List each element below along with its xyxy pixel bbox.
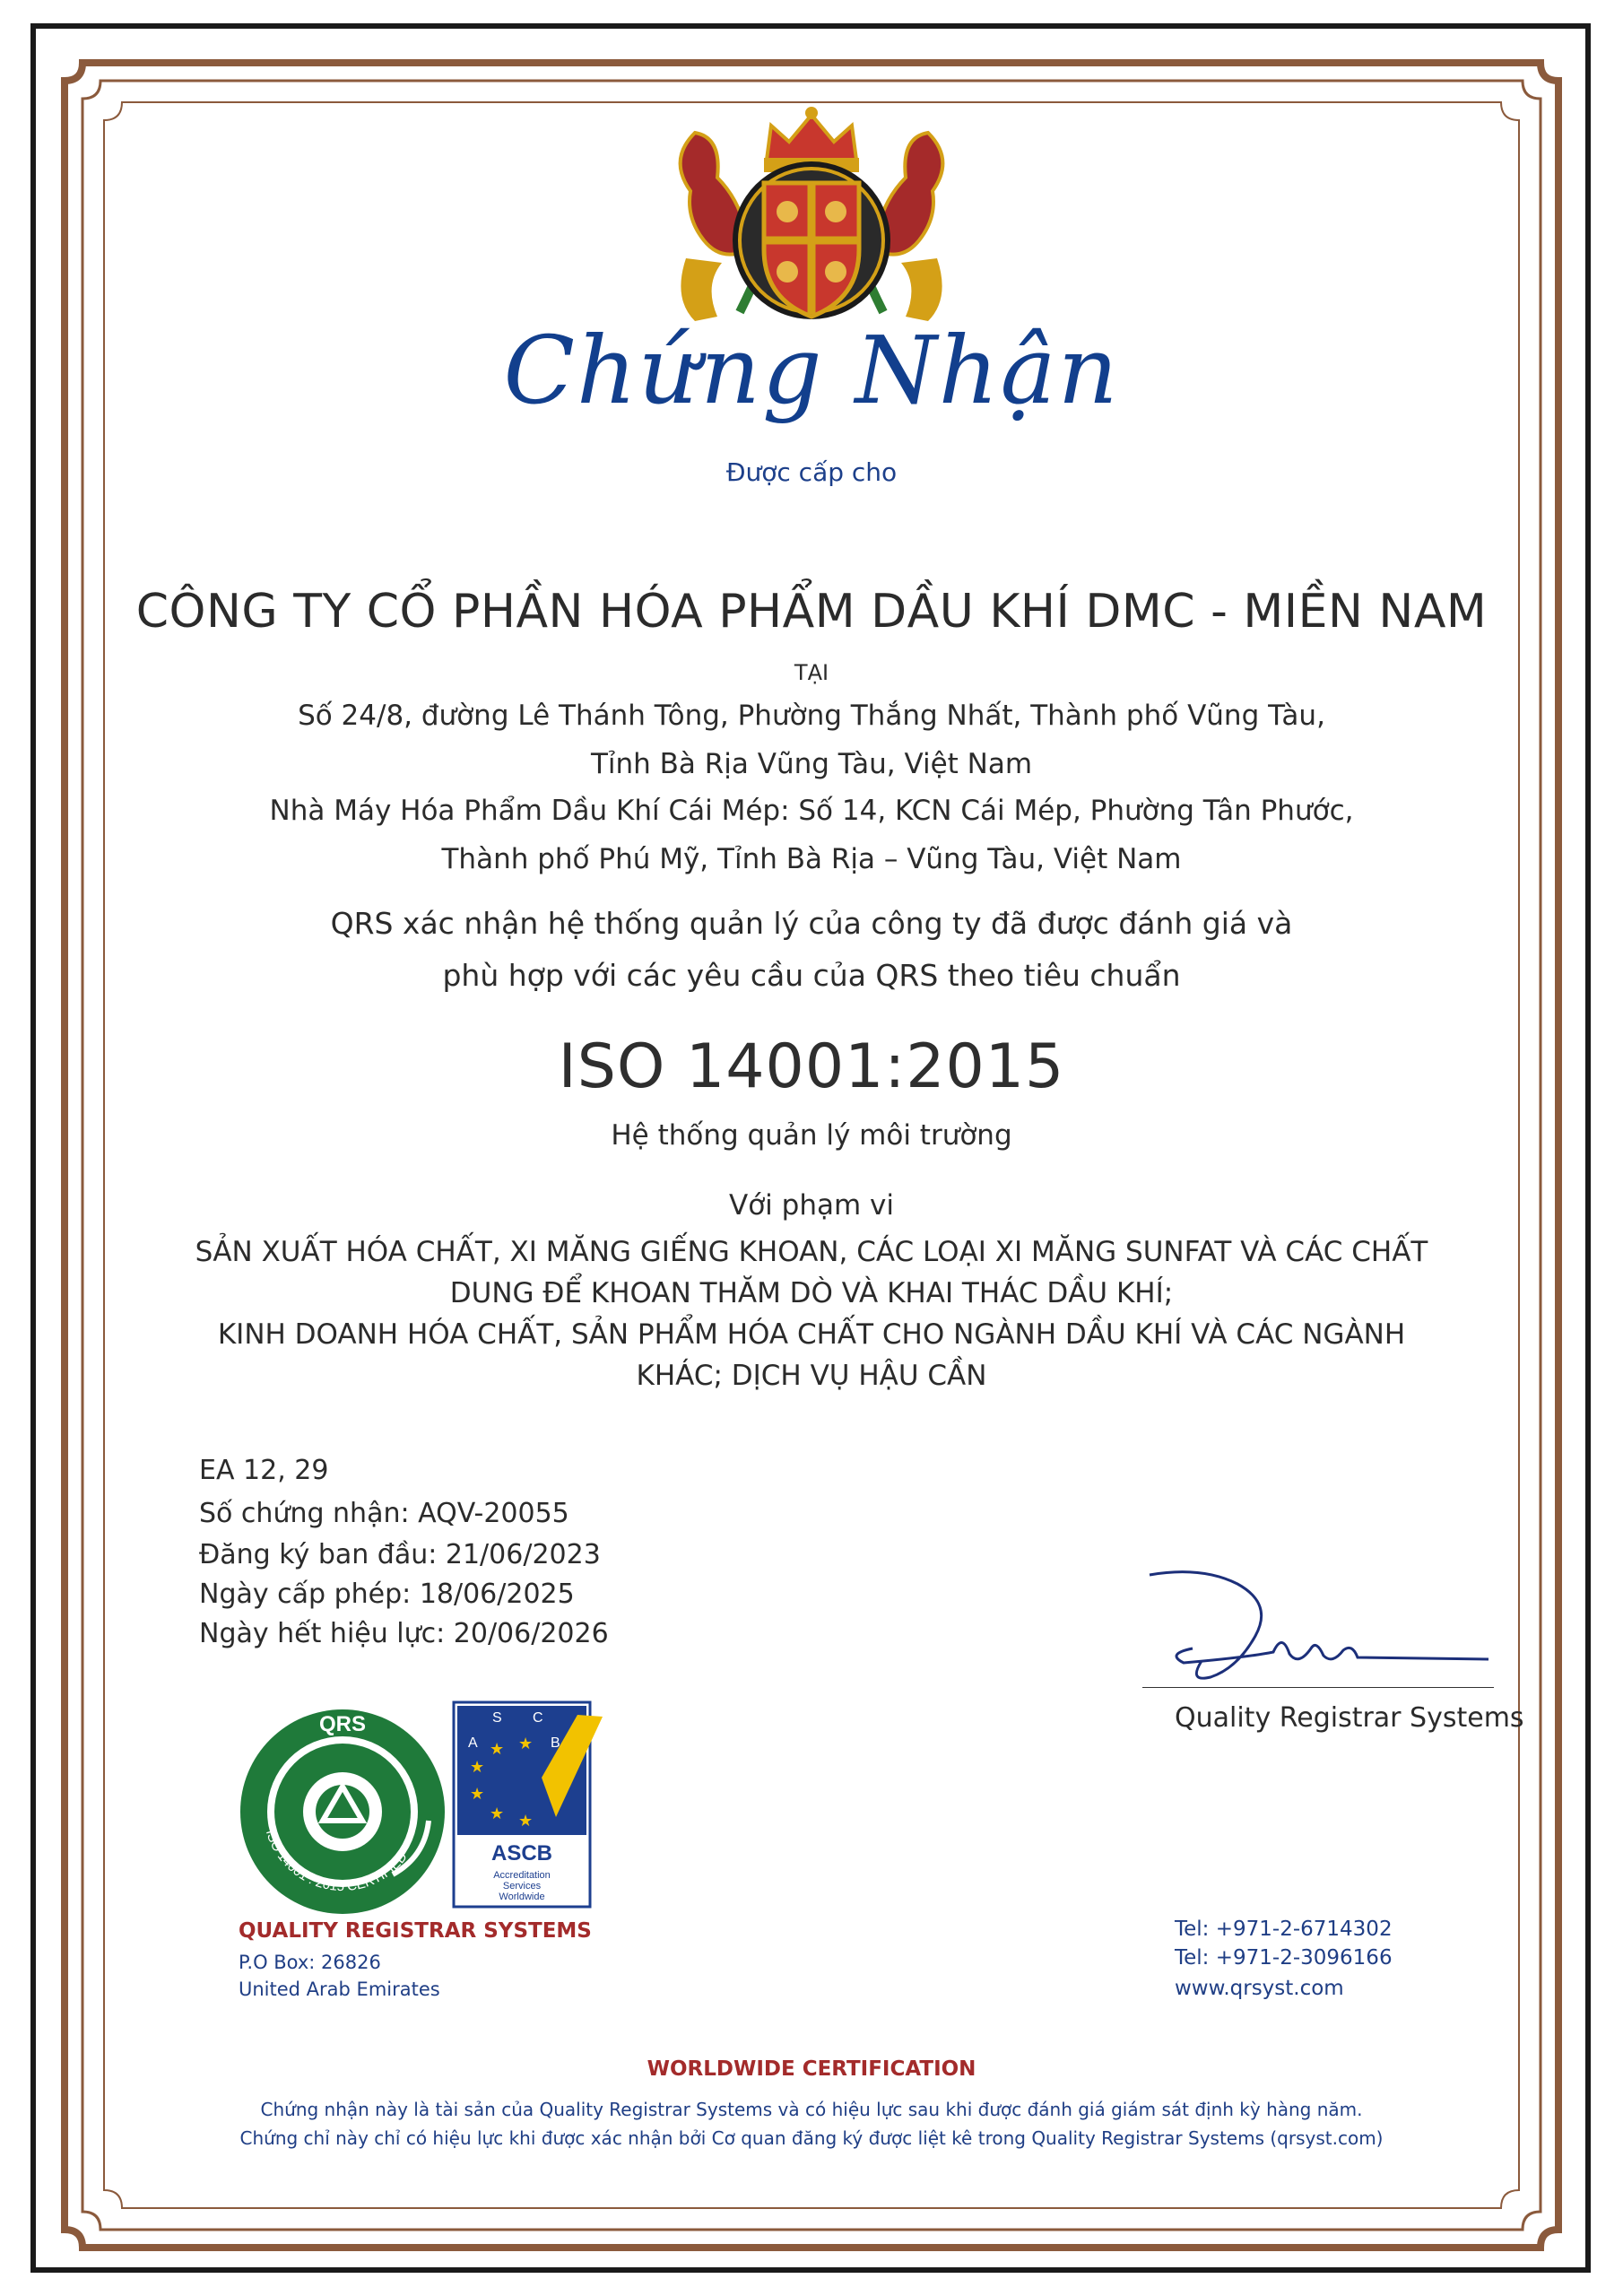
ascb-subline: Worldwide: [499, 1892, 545, 1902]
svg-text:★: ★: [470, 1785, 485, 1804]
svg-text:★: ★: [518, 1812, 534, 1831]
footer-note: Chứng chỉ này chỉ có hiệu lực khi được xác nhận bởi Cơ quan đăng ký được liệt kê trong Quality Registrar Systems (qrsyst.com): [239, 2127, 1384, 2149]
statement-line: QRS xác nhận hệ thống quản lý của công ty đã được đánh giá và: [330, 906, 1293, 941]
scope-line: DUNG ĐỂ KHOAN THĂM DÒ VÀ KHAI THÁC DẦU KHÍ;: [449, 1277, 1174, 1309]
ascb-letter: A: [468, 1735, 478, 1751]
standard-description: Hệ thống quản lý môi trường: [611, 1119, 1012, 1152]
expiry-date: Ngày hết hiệu lực: 20/06/2026: [199, 1618, 609, 1649]
qrs-ring-text: ISO 14001 : 2015 CERTIFIED: [262, 1828, 411, 1895]
ascb-accreditation-logo: [452, 1700, 604, 1910]
at-label: TẠI: [794, 660, 829, 685]
ea-code: EA 12, 29: [199, 1455, 329, 1486]
scope-line: SẢN XUẤT HÓA CHẤT, XI MĂNG GIẾNG KHOAN, CÁC LOẠI XI MĂNG SUNFAT VÀ CÁC CHẤT: [195, 1236, 1428, 1268]
address-line: Nhà Máy Hóa Phẩm Dầu Khí Cái Mép: Số 14, KCN Cái Mép, Phường Tân Phước,: [269, 795, 1354, 827]
issued-to-label: Được cấp cho: [725, 457, 898, 487]
contact-website[interactable]: www.qrsyst.com: [1175, 1977, 1344, 2000]
contact-tel: Tel: +971-2-3096166: [1175, 1946, 1393, 1970]
ascb-letter: B: [551, 1735, 560, 1751]
signature: [1139, 1562, 1497, 1688]
ascb-subline: Services: [502, 1881, 542, 1892]
issue-date: Ngày cấp phép: 18/06/2025: [199, 1578, 575, 1610]
iso-standard: ISO 14001:2015: [558, 1031, 1065, 1102]
signer-name: Quality Registrar Systems: [1175, 1702, 1524, 1734]
svg-text:★: ★: [470, 1758, 485, 1777]
certificate-number: Số chứng nhận: AQV-20055: [199, 1498, 569, 1529]
scope-label: Với phạm vi: [729, 1189, 894, 1222]
initial-registration: Đăng ký ban đầu: 21/06/2023: [199, 1539, 601, 1570]
crest-emblem: [655, 106, 968, 339]
worldwide-heading: WORLDWIDE CERTIFICATION: [647, 2057, 976, 2081]
footer-note: Chứng nhận này là tài sản của Quality Registrar Systems và có hiệu lực sau khi được đánh giá giám sát định kỳ hàng năm.: [260, 2099, 1363, 2120]
svg-text:★: ★: [490, 1805, 505, 1823]
qrs-top-text: QRS: [318, 1712, 367, 1736]
statement-line: phù hợp với các yêu cầu của QRS theo tiêu chuẩn: [442, 958, 1181, 993]
ascb-letter: S: [492, 1710, 502, 1726]
org-country: United Arab Emirates: [239, 1979, 440, 2000]
ascb-name: ASCB: [490, 1841, 553, 1866]
contact-tel: Tel: +971-2-6714302: [1175, 1918, 1393, 1941]
ascb-subline: Accreditation: [493, 1870, 551, 1881]
address-line: Thành phố Phú Mỹ, Tỉnh Bà Rịa – Vũng Tàu, Việt Nam: [441, 843, 1182, 875]
address-line: Số 24/8, đường Lê Thánh Tông, Phường Thắng Nhất, Thành phố Vũng Tàu,: [298, 700, 1325, 732]
scope-line: KHÁC; DỊCH VỤ HẬU CẦN: [636, 1360, 987, 1392]
svg-text:★: ★: [518, 1735, 534, 1753]
org-name: QUALITY REGISTRAR SYSTEMS: [239, 1919, 592, 1943]
scope-line: KINH DOANH HÓA CHẤT, SẢN PHẨM HÓA CHẤT CHO NGÀNH DẦU KHÍ VÀ CÁC NGÀNH: [217, 1318, 1406, 1351]
org-po-box: P.O Box: 26826: [239, 1952, 381, 1973]
address-line: Tỉnh Bà Rịa Vũng Tàu, Việt Nam: [590, 748, 1033, 780]
svg-text:★: ★: [490, 1740, 505, 1759]
certificate-title: Chứng Nhận: [503, 316, 1120, 425]
company-name: CÔNG TY CỔ PHẦN HÓA PHẨM DẦU KHÍ DMC - MIỀN NAM: [135, 585, 1488, 639]
qrs-iso-logo: [235, 1704, 450, 1919]
ascb-letter: C: [533, 1710, 543, 1726]
